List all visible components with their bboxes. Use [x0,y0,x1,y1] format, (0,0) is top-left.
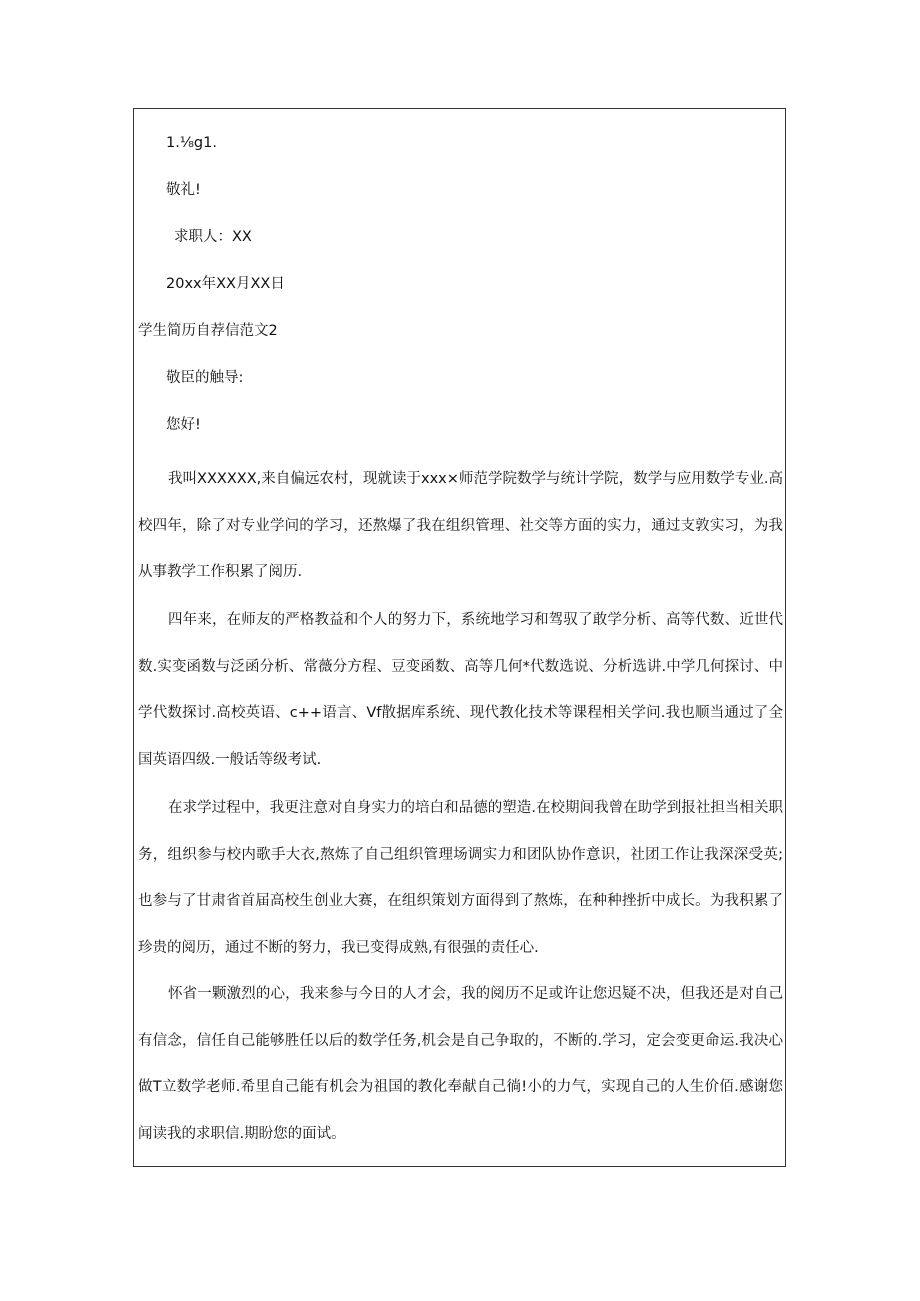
letter-frame [133,108,786,1167]
signature-line: 求职人：XX [174,229,252,245]
hello-line: 您好! [166,417,201,433]
paragraph-intro: 我叫XXXXXX,来自偏远农村，现就读于xxx×师范学院数学与统计学院，数学与应用数学专业.高校四年，除了对专业学问的学习，还熬爆了我在组织管理、社交等方面的实力，通过支敦实习，为我从事教学工作积累了阅历. [138,471,783,581]
date-line: 20xx年XX月XX日 [166,276,285,292]
paragraph-activities: 在求学过程中，我更注意对自身实力的培白和品德的塑造.在校期间我曾在助学到报社担当相关职务，组织参与校内歌手大衣,熬炼了自己组织管理场调实力和团队协作意识，社团工作让我深深受英;也参与了甘肃省首届高校生创业大赛，在组织策划方面得到了熬炼，在种种挫折中成长。为我积累了珍贵的阅历，通过不断的努力，我已变得成熟,有很强的责任心. [138,800,783,957]
paragraph-closing: 怀省一颗激烈的心，我来参与今日的人才会，我的阅历不足或许让您迟疑不决，但我还是对自己有信念，信任自己能够胜任以后的数学任务,机会是自己争取的，不断的.学习，定会变更命运.我决心做T立数学老师.希里自己能有机会为祖国的教化奉献自己徜!小的力气，实现自己的人生价佰.感谢您闻读我的求职信.期盼您的面试。 [138,986,783,1143]
closing-line: 1.⅛g1. [166,135,217,151]
letter-title: 学生简历自荐信范文2 [138,323,278,339]
greeting-line: 敬臣的触导: [166,370,244,386]
paragraph-studies: 四年来，在师友的严格教益和个人的努力下，系统地学习和驾驭了敢学分析、高等代数、近世代数.实变函数与泛函分析、常薇分方程、豆变函数、高等几何*代数选说、分析选讲.中学几何探讨、中学代数探讨.高校英语、c++语言、Vf散据库系统、现代教化技术等课程相关学问.我也顺当通过了全国英语四级.一般话等级考试. [138,612,783,769]
salute-line: 敬礼! [166,182,201,198]
